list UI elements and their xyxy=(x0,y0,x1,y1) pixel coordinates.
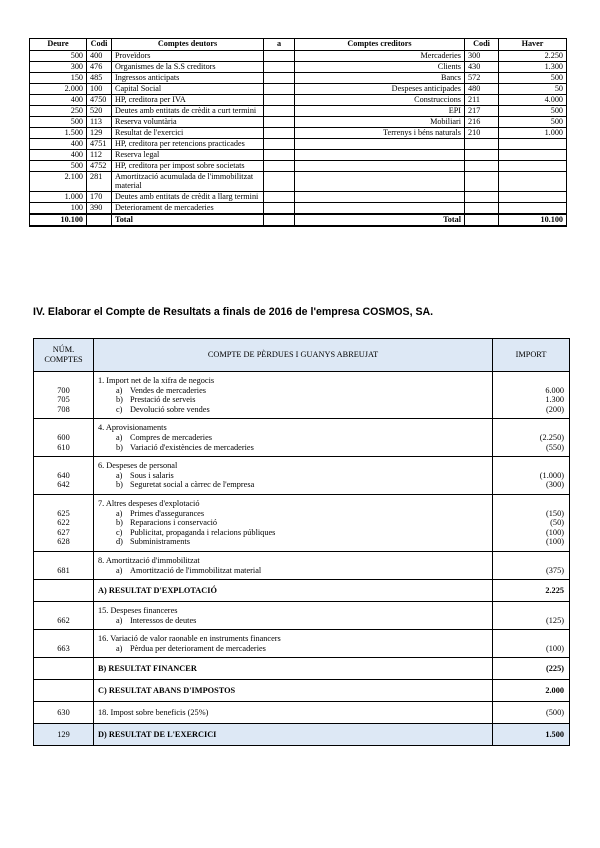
item-amount: (300) xyxy=(546,480,564,490)
credit-code xyxy=(465,202,499,214)
tax-code: 630 xyxy=(34,702,94,724)
header-credit-accounts: Comptes creditors xyxy=(295,39,465,51)
tax-label: 18. Impost sobre beneficis (25%) xyxy=(94,702,493,724)
item-amount: (375) xyxy=(546,565,564,575)
item-amount: (125) xyxy=(546,615,564,625)
to-cell xyxy=(264,161,295,172)
line-item xyxy=(98,518,488,528)
section-title: 6. Despeses de personal xyxy=(98,461,178,471)
to-cell xyxy=(264,84,295,95)
line-item xyxy=(98,537,488,547)
total-credit: 10.100 xyxy=(499,214,567,226)
debit-code: 485 xyxy=(87,73,112,84)
item-label: Sous i salaris xyxy=(130,470,174,480)
line-item xyxy=(98,509,488,519)
result-operating-row xyxy=(34,580,570,602)
result-year-row xyxy=(34,724,570,746)
debit-account: Deutes amb entitats de crèdit a llarg termini xyxy=(112,191,264,202)
to-cell xyxy=(264,62,295,73)
credit-amount xyxy=(499,172,567,192)
to-cell xyxy=(264,172,295,192)
debit-amount: 1.500 xyxy=(30,128,87,139)
debit-account: Organismes de la S.S creditors xyxy=(112,62,264,73)
section-lines xyxy=(94,457,493,495)
debit-account: Resultat de l'exercici xyxy=(112,128,264,139)
line-item xyxy=(98,443,488,453)
to-cell xyxy=(264,191,295,202)
credit-code: 217 xyxy=(465,106,499,117)
pl-section-row xyxy=(34,419,570,457)
section-lines xyxy=(94,372,493,419)
to-cell xyxy=(264,139,295,150)
account-code: 705 xyxy=(57,395,70,405)
to-cell xyxy=(264,202,295,214)
item-amount: (550) xyxy=(546,442,564,452)
debit-code: 390 xyxy=(87,202,112,214)
journal-header-row xyxy=(30,39,567,51)
journal-row xyxy=(30,106,567,117)
pl-section-row xyxy=(34,457,570,495)
credit-code: 210 xyxy=(465,128,499,139)
header-title: COMPTE DE PÈRDUES I GUANYS ABREUJAT xyxy=(94,339,493,372)
credit-code: 300 xyxy=(465,51,499,62)
credit-code: 216 xyxy=(465,117,499,128)
section-title: 1. Import net de la xifra de negocis xyxy=(98,376,215,385)
credit-amount xyxy=(499,161,567,172)
credit-account: Bancs xyxy=(295,73,465,84)
section-lines xyxy=(94,602,493,630)
header-amount: IMPORT xyxy=(493,339,570,372)
debit-code: 4750 xyxy=(87,95,112,106)
credit-amount xyxy=(499,150,567,161)
item-label: Interessos de deutes xyxy=(130,615,197,625)
result-before-tax-row xyxy=(34,680,570,702)
account-code: 640 xyxy=(57,470,70,480)
to-cell xyxy=(264,73,295,84)
item-label: Seguretat social a càrrec de l'empresa xyxy=(130,480,255,490)
section-codes xyxy=(34,602,94,630)
item-letter: a) xyxy=(116,508,123,518)
item-amount: (50) xyxy=(550,518,564,528)
pl-section-row xyxy=(34,494,570,551)
credit-amount xyxy=(499,191,567,202)
line-item xyxy=(98,528,488,538)
account-code: 681 xyxy=(57,565,70,575)
section-heading: IV. Elaborar el Compte de Resultats a finals de 2016 de l'empresa COSMOS, SA. xyxy=(33,306,434,318)
journal-row xyxy=(30,95,567,106)
debit-account: HP, creditora per IVA xyxy=(112,95,264,106)
credit-account xyxy=(295,139,465,150)
result-financial-row xyxy=(34,658,570,680)
pl-section-row xyxy=(34,630,570,658)
header-debit-accounts: Comptes deutors xyxy=(112,39,264,51)
tax-row xyxy=(34,702,570,724)
to-cell xyxy=(264,106,295,117)
item-label: Compres de mercaderies xyxy=(130,432,213,442)
credit-code: 480 xyxy=(465,84,499,95)
debit-code: 113 xyxy=(87,117,112,128)
journal-row xyxy=(30,128,567,139)
journal-row xyxy=(30,84,567,95)
debit-code: 281 xyxy=(87,172,112,192)
credit-amount: 1.000 xyxy=(499,128,567,139)
item-letter: c) xyxy=(116,404,123,414)
item-label: Amortització de l'immobilitzat material xyxy=(130,565,262,575)
credit-amount: 1.300 xyxy=(499,62,567,73)
result-before-tax-label: C) RESULTAT ABANS D'IMPOSTOS xyxy=(94,680,493,702)
credit-account: Mobiliari xyxy=(295,117,465,128)
pl-section-row xyxy=(34,602,570,630)
pl-section-row xyxy=(34,551,570,579)
section-title: 15. Despeses financeres xyxy=(98,606,178,616)
credit-account: Terrenys i béns naturals xyxy=(295,128,465,139)
section-amounts xyxy=(493,551,570,579)
item-amount: 1.300 xyxy=(545,395,564,405)
section-codes xyxy=(34,457,94,495)
journal-row xyxy=(30,150,567,161)
journal-row xyxy=(30,139,567,150)
credit-account xyxy=(295,202,465,214)
item-label: Reparacions i conservació xyxy=(130,518,218,528)
result-before-tax-amount: 2.000 xyxy=(493,680,570,702)
debit-account: Reserva voluntària xyxy=(112,117,264,128)
journal-row xyxy=(30,161,567,172)
debit-account: Amortització acumulada de l'immobilitzat material xyxy=(112,172,264,192)
pl-header-row xyxy=(34,339,570,372)
header-credit: Haver xyxy=(499,39,567,51)
debit-code: 129 xyxy=(87,128,112,139)
debit-amount: 300 xyxy=(30,62,87,73)
account-code: 622 xyxy=(57,518,70,528)
line-item xyxy=(98,471,488,481)
item-label: Devolució sobre vendes xyxy=(130,404,210,414)
journal-total-row xyxy=(30,214,567,226)
journal-row xyxy=(30,62,567,73)
item-letter: b) xyxy=(116,442,123,452)
journal-row xyxy=(30,117,567,128)
debit-amount: 2.100 xyxy=(30,172,87,192)
item-amount: (150) xyxy=(546,508,564,518)
section-amounts xyxy=(493,494,570,551)
credit-code xyxy=(465,191,499,202)
item-letter: a) xyxy=(116,470,123,480)
section-title: 4. Aprovisionaments xyxy=(98,423,167,433)
line-item xyxy=(98,433,488,443)
credit-account: Mercaderies xyxy=(295,51,465,62)
item-letter: a) xyxy=(116,615,123,625)
line-item xyxy=(98,644,488,654)
item-label: Vendes de mercaderies xyxy=(130,385,207,395)
section-amounts xyxy=(493,419,570,457)
credit-amount xyxy=(499,202,567,214)
section-codes xyxy=(34,630,94,658)
account-code: 627 xyxy=(57,527,70,537)
credit-code xyxy=(465,161,499,172)
item-amount: (1.000) xyxy=(539,470,564,480)
section-title: 16. Variació de valor raonable en instruments financers xyxy=(98,634,281,644)
section-amounts xyxy=(493,372,570,419)
credit-code: 430 xyxy=(465,62,499,73)
debit-account: HP, creditora per retencions practicades xyxy=(112,139,264,150)
section-amounts xyxy=(493,457,570,495)
item-letter: a) xyxy=(116,565,123,575)
account-code: 708 xyxy=(57,404,70,414)
debit-amount: 2.000 xyxy=(30,84,87,95)
section-codes xyxy=(34,372,94,419)
total-label-right: Total xyxy=(295,214,465,226)
account-code: 600 xyxy=(57,432,70,442)
item-amount: (100) xyxy=(546,527,564,537)
item-letter: a) xyxy=(116,643,123,653)
account-code: 625 xyxy=(57,508,70,518)
item-amount: (100) xyxy=(546,643,564,653)
item-amount: (100) xyxy=(546,537,564,547)
debit-amount: 100 xyxy=(30,202,87,214)
to-cell xyxy=(264,117,295,128)
journal-entry-table xyxy=(29,38,567,227)
debit-amount: 250 xyxy=(30,106,87,117)
credit-code: 572 xyxy=(465,73,499,84)
section-title: 8. Amortització d'immobilitzat xyxy=(98,555,200,565)
to-cell xyxy=(264,95,295,106)
debit-account: HP, creditora per impost sobre societats xyxy=(112,161,264,172)
header-debit: Deure xyxy=(30,39,87,51)
credit-account: Clients xyxy=(295,62,465,73)
result-year-amount: 1.500 xyxy=(493,724,570,746)
result-financial-label: B) RESULTAT FINANCER xyxy=(94,658,493,680)
result-year-label: D) RESULTAT DE L'EXERCICI xyxy=(94,724,493,746)
line-item xyxy=(98,616,488,626)
debit-code: 112 xyxy=(87,150,112,161)
result-year-code: 129 xyxy=(34,724,94,746)
journal-row xyxy=(30,202,567,214)
journal-row xyxy=(30,51,567,62)
credit-amount xyxy=(499,139,567,150)
item-letter: d) xyxy=(116,537,123,547)
credit-account xyxy=(295,191,465,202)
section-amounts xyxy=(493,602,570,630)
credit-account xyxy=(295,150,465,161)
section-lines xyxy=(94,630,493,658)
line-item xyxy=(98,480,488,490)
to-cell xyxy=(264,128,295,139)
section-title: 7. Altres despeses d'explotació xyxy=(98,498,200,508)
credit-amount: 50 xyxy=(499,84,567,95)
credit-amount: 500 xyxy=(499,73,567,84)
section-lines xyxy=(94,494,493,551)
header-code-right: Codi xyxy=(465,39,499,51)
total-debit: 10.100 xyxy=(30,214,87,226)
pl-section-row xyxy=(34,372,570,419)
debit-code: 100 xyxy=(87,84,112,95)
account-code: 628 xyxy=(57,537,70,547)
debit-code: 4751 xyxy=(87,139,112,150)
debit-amount: 1.000 xyxy=(30,191,87,202)
tax-amount: (500) xyxy=(493,702,570,724)
debit-amount: 500 xyxy=(30,161,87,172)
item-amount: (2.250) xyxy=(539,432,564,442)
to-cell xyxy=(264,51,295,62)
credit-amount: 2.250 xyxy=(499,51,567,62)
section-codes xyxy=(34,551,94,579)
debit-amount: 150 xyxy=(30,73,87,84)
account-code: 663 xyxy=(57,643,70,653)
header-to: a xyxy=(264,39,295,51)
item-letter: b) xyxy=(116,518,123,528)
debit-account: Proveïdors xyxy=(112,51,264,62)
credit-amount: 4.000 xyxy=(499,95,567,106)
item-label: Publicitat, propaganda i relacions públiques xyxy=(130,527,276,537)
section-lines xyxy=(94,551,493,579)
debit-amount: 400 xyxy=(30,150,87,161)
item-letter: a) xyxy=(116,385,123,395)
journal-row xyxy=(30,172,567,192)
result-financial-amount: (225) xyxy=(493,658,570,680)
credit-account: Construccions xyxy=(295,95,465,106)
debit-account: Reserva legal xyxy=(112,150,264,161)
debit-code: 476 xyxy=(87,62,112,73)
section-lines xyxy=(94,419,493,457)
item-letter: b) xyxy=(116,480,123,490)
item-label: Subministraments xyxy=(130,537,190,547)
credit-account: Despeses anticipades xyxy=(295,84,465,95)
item-label: Pèrdua per deteriorament de mercaderies xyxy=(130,643,266,653)
credit-account xyxy=(295,172,465,192)
header-accounts: NÚM. COMPTES xyxy=(34,339,94,372)
debit-amount: 400 xyxy=(30,95,87,106)
debit-amount: 400 xyxy=(30,139,87,150)
debit-account: Deutes amb entitats de crèdit a curt termini xyxy=(112,106,264,117)
item-amount: 6.000 xyxy=(545,385,564,395)
line-item xyxy=(98,566,488,576)
item-letter: b) xyxy=(116,395,123,405)
account-code: 642 xyxy=(57,480,70,490)
credit-code xyxy=(465,172,499,192)
header-code-left: Codi xyxy=(87,39,112,51)
total-label-left: Total xyxy=(112,214,264,226)
credit-account: EPI xyxy=(295,106,465,117)
item-amount: (200) xyxy=(546,404,564,414)
result-operating-label: A) RESULTAT D'EXPLOTACIÓ xyxy=(94,580,493,602)
account-code: 662 xyxy=(57,615,70,625)
debit-code: 170 xyxy=(87,191,112,202)
debit-code: 400 xyxy=(87,51,112,62)
journal-row xyxy=(30,191,567,202)
section-amounts xyxy=(493,630,570,658)
item-letter: c) xyxy=(116,527,123,537)
account-code: 700 xyxy=(57,385,70,395)
section-codes xyxy=(34,494,94,551)
journal-row xyxy=(30,73,567,84)
debit-account: Capital Social xyxy=(112,84,264,95)
credit-code xyxy=(465,139,499,150)
to-cell xyxy=(264,150,295,161)
credit-code: 211 xyxy=(465,95,499,106)
debit-code: 520 xyxy=(87,106,112,117)
line-item xyxy=(98,405,488,415)
debit-amount: 500 xyxy=(30,117,87,128)
line-item xyxy=(98,395,488,405)
item-letter: a) xyxy=(116,432,123,442)
account-code: 610 xyxy=(57,442,70,452)
credit-amount: 500 xyxy=(499,117,567,128)
debit-amount: 500 xyxy=(30,51,87,62)
debit-account: Ingressos anticipats xyxy=(112,73,264,84)
item-label: Variació d'existències de mercaderies xyxy=(130,442,254,452)
item-label: Prestació de serveis xyxy=(130,395,196,405)
credit-amount: 500 xyxy=(499,106,567,117)
debit-code: 4752 xyxy=(87,161,112,172)
section-codes xyxy=(34,419,94,457)
item-label: Primes d'assegurances xyxy=(130,508,205,518)
line-item xyxy=(98,386,488,396)
result-operating-amount: 2.225 xyxy=(493,580,570,602)
debit-account: Deteriorament de mercaderies xyxy=(112,202,264,214)
credit-account xyxy=(295,161,465,172)
income-statement-table xyxy=(33,338,570,746)
credit-code xyxy=(465,150,499,161)
